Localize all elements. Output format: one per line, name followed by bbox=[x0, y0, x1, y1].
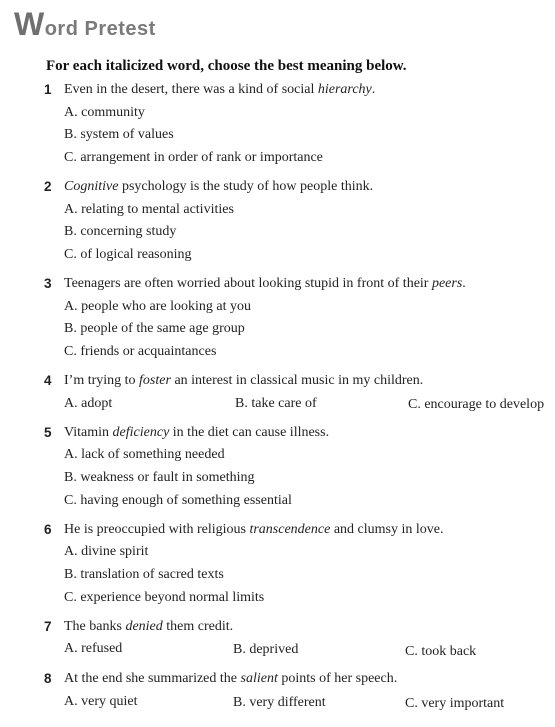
question-number: 5 bbox=[44, 425, 52, 440]
option-c[interactable]: C. encourage to develop bbox=[408, 397, 545, 412]
target-word: Cognitive bbox=[64, 179, 119, 194]
option-b[interactable]: B. translation of sacred texts bbox=[64, 567, 224, 582]
question-number: 4 bbox=[44, 373, 52, 388]
option-c[interactable]: C. friends or acquaintances bbox=[64, 344, 217, 359]
option-b[interactable]: B. concerning study bbox=[64, 224, 177, 239]
question-number: 2 bbox=[44, 179, 52, 194]
question-number: 1 bbox=[44, 82, 52, 97]
option-c[interactable]: C. arrangement in order of rank or importance bbox=[64, 150, 323, 165]
target-word: deficiency bbox=[112, 425, 170, 440]
title-first-letter: W bbox=[14, 6, 45, 42]
question-number: 6 bbox=[44, 522, 52, 537]
target-word: foster bbox=[139, 373, 171, 388]
title-rest: ord Pretest bbox=[44, 18, 156, 40]
question-stem: The banks denied them credit. bbox=[64, 619, 234, 634]
option-c[interactable]: C. of logical reasoning bbox=[64, 247, 192, 262]
option-b[interactable]: B. deprived bbox=[233, 642, 299, 657]
option-c[interactable]: C. took back bbox=[405, 644, 477, 659]
question-stem: Even in the desert, there was a kind of social hierarchy. bbox=[64, 82, 376, 97]
question-stem: At the end she summarized the salient points of her speech. bbox=[64, 671, 398, 686]
option-a[interactable]: A. refused bbox=[64, 641, 123, 656]
option-b[interactable]: B. people of the same age group bbox=[64, 321, 245, 336]
question-number: 7 bbox=[44, 619, 52, 634]
option-b[interactable]: B. weakness or fault in something bbox=[64, 470, 255, 485]
instructions: For each italicized word, choose the best meaning below. bbox=[46, 58, 407, 74]
question-stem: I’m trying to foster an interest in classical music in my children. bbox=[64, 373, 424, 388]
option-b[interactable]: B. system of values bbox=[64, 127, 174, 142]
option-a[interactable]: A. lack of something needed bbox=[64, 447, 225, 462]
question-stem: Cognitive psychology is the study of how people think. bbox=[64, 179, 374, 194]
target-word: hierarchy bbox=[317, 82, 372, 97]
question-number: 3 bbox=[44, 276, 52, 291]
target-word: salient bbox=[240, 671, 278, 686]
target-word: denied bbox=[125, 619, 163, 634]
option-c[interactable]: C. experience beyond normal limits bbox=[64, 590, 265, 605]
question-stem: Vitamin deficiency in the diet can cause illness. bbox=[64, 425, 330, 440]
page-title bbox=[14, 6, 156, 43]
option-a[interactable]: A. people who are looking at you bbox=[64, 299, 252, 314]
target-word: transcendence bbox=[249, 522, 331, 537]
option-b[interactable]: B. very different bbox=[233, 695, 326, 710]
option-a[interactable]: A. relating to mental activities bbox=[64, 202, 234, 217]
question-stem: Teenagers are often worried about looking stupid in front of their peers. bbox=[64, 276, 466, 291]
option-a[interactable]: A. divine spirit bbox=[64, 544, 149, 559]
option-c[interactable]: C. having enough of something essential bbox=[64, 493, 292, 508]
option-c[interactable]: C. very important bbox=[405, 696, 505, 711]
option-b[interactable]: B. take care of bbox=[235, 396, 317, 411]
option-a[interactable]: A. adopt bbox=[64, 396, 113, 411]
option-a[interactable]: A. community bbox=[64, 105, 145, 120]
question-stem: He is preoccupied with religious transcendence and clumsy in love. bbox=[64, 522, 444, 537]
question-number: 8 bbox=[44, 671, 52, 686]
option-a[interactable]: A. very quiet bbox=[64, 694, 138, 709]
target-word: peers bbox=[431, 276, 463, 291]
